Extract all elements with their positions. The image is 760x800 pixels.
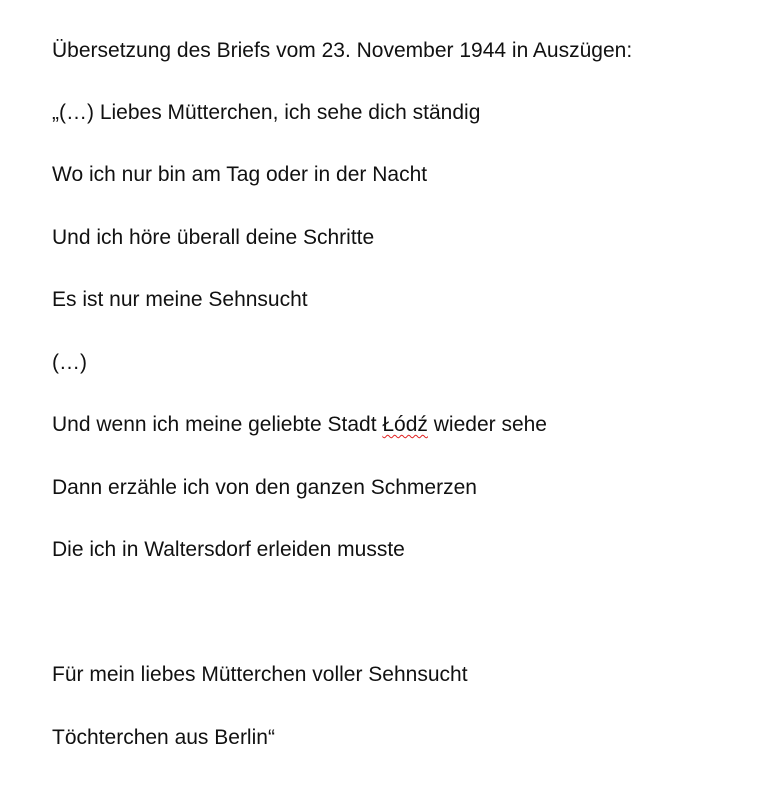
letter-line: Die ich in Waltersdorf erleiden musste bbox=[52, 538, 405, 561]
letter-line-city bbox=[52, 414, 547, 435]
letter-line: Dann erzähle ich von den ganzen Schmerzen bbox=[52, 476, 477, 499]
ellipsis-line: (…) bbox=[52, 351, 87, 374]
spellcheck-flagged-word[interactable]: Łódź bbox=[382, 413, 428, 436]
city-line-after: wieder sehe bbox=[427, 413, 547, 436]
letter-line: Es ist nur meine Sehnsucht bbox=[52, 288, 308, 311]
document-heading: Übersetzung des Briefs vom 23. November 1944 in Auszügen: bbox=[52, 39, 633, 62]
letter-line: Wo ich nur bin am Tag oder in der Nacht bbox=[52, 163, 428, 186]
city-line-before: Und wenn ich meine geliebte Stadt bbox=[52, 413, 383, 436]
letter-line: Und ich höre überall deine Schritte bbox=[52, 226, 375, 249]
signature-line: Töchterchen aus Berlin“ bbox=[52, 726, 275, 749]
letter-line: „(…) Liebes Mütterchen, ich sehe dich ständig bbox=[52, 101, 481, 124]
closing-line: Für mein liebes Mütterchen voller Sehnsucht bbox=[52, 663, 468, 686]
